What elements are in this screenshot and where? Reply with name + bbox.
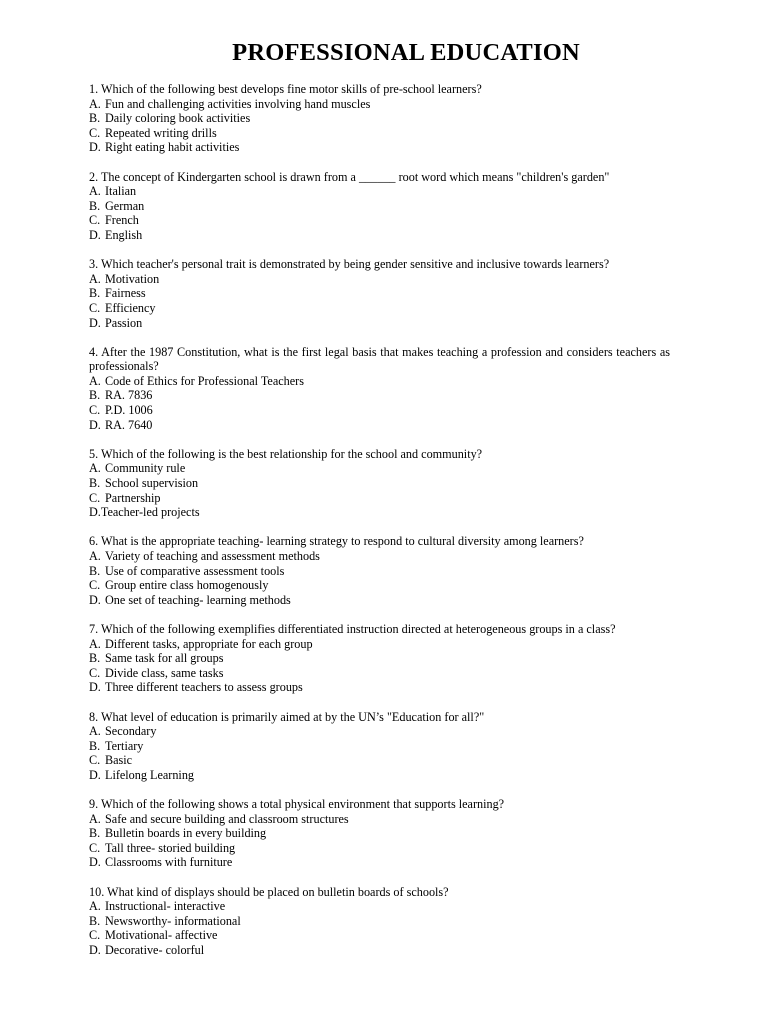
option-letter: B. — [89, 563, 101, 578]
option-c — [89, 841, 687, 856]
question-text: 4. After the 1987 Constitution, what is the first legal basis that makes teaching a profession and considers teachers as professionals? — [89, 344, 670, 374]
option-text: P.D. 1006 — [105, 403, 153, 418]
option-list — [89, 899, 687, 957]
option-a — [89, 461, 687, 476]
option-letter: B. — [89, 476, 101, 491]
option-c — [89, 666, 687, 681]
option-text: Lifelong Learning — [105, 767, 195, 782]
option-text: Code of Ethics for Professional Teachers — [105, 373, 304, 388]
option-text: Same task for all groups — [105, 651, 224, 666]
option-letter: C. — [89, 125, 101, 140]
option-text: French — [105, 213, 139, 228]
option-text: Different tasks, appropriate for each group — [105, 636, 313, 651]
option-text: Motivation — [105, 271, 160, 286]
option-letter: D. — [89, 505, 101, 520]
option-b — [89, 476, 687, 491]
option-d — [89, 855, 687, 870]
option-list — [89, 461, 687, 519]
question-text: 3. Which teacher's personal trait is demonstrated by being gender sensitive and inclusive towards learners? — [89, 257, 610, 272]
option-b — [89, 651, 687, 666]
option-letter: C. — [89, 928, 101, 943]
question-text: 1. Which of the following best develops fine motor skills of pre-school learners? — [89, 82, 482, 96]
option-text: Tertiary — [105, 738, 144, 753]
option-letter: C. — [89, 578, 101, 593]
option-letter: A. — [89, 636, 101, 651]
option-list — [89, 812, 687, 870]
option-text: Daily coloring book activities — [105, 111, 251, 126]
option-c — [89, 403, 687, 418]
question-1 — [89, 82, 687, 155]
question-7 — [89, 622, 687, 695]
option-b — [89, 199, 687, 214]
option-a — [89, 899, 687, 914]
option-letter: B. — [89, 651, 101, 666]
question-10 — [89, 885, 687, 958]
question-4 — [89, 345, 687, 433]
question-text: 7. Which of the following exemplifies differentiated instruction directed at heterogeneous groups in a class? — [89, 621, 616, 636]
option-letter: D. — [89, 592, 101, 607]
option-letter: B. — [89, 198, 101, 213]
option-text: Tall three- storied building — [105, 840, 236, 855]
option-letter: D. — [89, 680, 101, 695]
option-c — [89, 928, 687, 943]
option-letter: D. — [89, 417, 101, 432]
option-text: Fairness — [105, 286, 146, 301]
option-b — [89, 111, 687, 126]
question-5 — [89, 447, 687, 520]
option-letter: B. — [89, 286, 101, 301]
question-text: 2. The concept of Kindergarten school is drawn from a ______ root word which means "children's garden" — [89, 169, 610, 184]
option-text: School supervision — [105, 476, 199, 491]
option-letter: A. — [89, 811, 101, 826]
option-text: Classrooms with furniture — [105, 855, 233, 870]
option-text: Italian — [105, 184, 137, 199]
option-text: Decorative- colorful — [105, 943, 205, 958]
option-list — [89, 272, 687, 330]
option-list — [89, 374, 687, 432]
option-c — [89, 491, 687, 506]
question-text: 9. Which of the following shows a total physical environment that supports learning? — [89, 797, 505, 812]
option-letter: A. — [89, 373, 101, 388]
option-text: Fun and challenging activities involving hand muscles — [105, 96, 371, 111]
option-letter: A. — [89, 724, 101, 739]
option-text: Three different teachers to assess groups — [105, 680, 303, 695]
option-b — [89, 286, 687, 301]
option-a — [89, 184, 687, 199]
question-text: 10. What kind of displays should be placed on bulletin boards of schools? — [89, 884, 449, 899]
option-text: Group entire class homogenously — [105, 578, 269, 593]
question-6 — [89, 534, 687, 607]
option-list — [89, 97, 687, 155]
option-text: German — [105, 198, 145, 213]
option-letter: C. — [89, 300, 101, 315]
document-title: PROFESSIONAL EDUCATION — [232, 39, 580, 66]
option-letter: B. — [89, 388, 101, 403]
option-letter: B. — [89, 913, 101, 928]
question-8 — [89, 710, 687, 783]
option-letter: C. — [89, 840, 101, 855]
option-a — [89, 812, 687, 827]
question-list — [89, 82, 687, 972]
option-text: Divide class, same tasks — [105, 665, 224, 680]
option-d — [89, 943, 687, 958]
option-text: Secondary — [105, 724, 157, 739]
option-letter: B. — [89, 111, 101, 126]
question-text: 8. What level of education is primarily aimed at by the UN’s "Education for all?" — [89, 709, 485, 724]
option-letter: A. — [89, 184, 101, 199]
option-text: Repeated writing drills — [105, 125, 217, 140]
option-a — [89, 97, 687, 112]
option-c — [89, 578, 687, 593]
option-letter: D. — [89, 943, 101, 958]
question-text: 5. Which of the following is the best relationship for the school and community? — [89, 446, 483, 461]
option-text: Motivational- affective — [105, 928, 218, 943]
option-text: One set of teaching- learning methods — [105, 592, 291, 607]
option-c — [89, 213, 687, 228]
option-d — [89, 140, 687, 155]
option-d — [89, 680, 687, 695]
option-list — [89, 184, 687, 242]
option-letter: A. — [89, 271, 101, 286]
option-letter: C. — [89, 213, 101, 228]
option-d — [89, 228, 687, 243]
option-list — [89, 637, 687, 695]
question-2 — [89, 170, 687, 243]
option-letter: A. — [89, 899, 101, 914]
option-d — [89, 593, 687, 608]
option-text: Community rule — [105, 461, 186, 476]
option-text: English — [105, 227, 143, 242]
option-text: RA. 7640 — [105, 417, 153, 432]
option-letter: C. — [89, 403, 101, 418]
option-a — [89, 272, 687, 287]
option-b — [89, 914, 687, 929]
option-letter: D. — [89, 315, 101, 330]
option-d — [89, 505, 687, 520]
option-b — [89, 739, 687, 754]
option-text: Bulletin boards in every building — [105, 826, 267, 841]
question-9 — [89, 797, 687, 870]
option-b — [89, 826, 687, 841]
option-letter: D. — [89, 855, 101, 870]
option-text: Newsworthy- informational — [105, 913, 241, 928]
option-list — [89, 549, 687, 607]
option-letter: A. — [89, 461, 101, 476]
option-letter: D. — [89, 767, 101, 782]
option-letter: B. — [89, 826, 101, 841]
option-a — [89, 637, 687, 652]
option-list — [89, 724, 687, 782]
option-text: Efficiency — [105, 300, 156, 315]
option-letter: C. — [89, 753, 101, 768]
option-text: Right eating habit activities — [105, 140, 240, 155]
option-d — [89, 418, 687, 433]
option-d — [89, 316, 687, 331]
option-letter: C. — [89, 665, 101, 680]
question-text: 6. What is the appropriate teaching- learning strategy to respond to cultural diversity among learners? — [89, 534, 584, 549]
option-text: Use of comparative assessment tools — [105, 563, 285, 578]
option-letter: D. — [89, 227, 101, 242]
option-b — [89, 564, 687, 579]
option-text: Passion — [105, 315, 143, 330]
option-b — [89, 388, 687, 403]
option-a — [89, 374, 687, 389]
option-a — [89, 549, 687, 564]
option-c — [89, 126, 687, 141]
option-letter: A. — [89, 549, 101, 563]
option-c — [89, 753, 687, 768]
question-3 — [89, 257, 687, 330]
option-c — [89, 301, 687, 316]
option-text: Partnership — [105, 490, 161, 505]
option-text: Instructional- interactive — [105, 899, 226, 914]
option-letter: D. — [89, 140, 101, 155]
option-d — [89, 768, 687, 783]
option-text: Teacher-led projects — [100, 505, 200, 520]
option-letter: C. — [89, 490, 101, 505]
option-text: RA. 7836 — [105, 388, 153, 403]
option-text: Safe and secure building and classroom structures — [105, 811, 349, 826]
option-letter: B. — [89, 738, 101, 753]
option-text: Basic — [105, 753, 133, 768]
option-letter: A. — [89, 96, 101, 111]
option-a — [89, 724, 687, 739]
option-text: Variety of teaching and assessment methods — [105, 549, 320, 563]
